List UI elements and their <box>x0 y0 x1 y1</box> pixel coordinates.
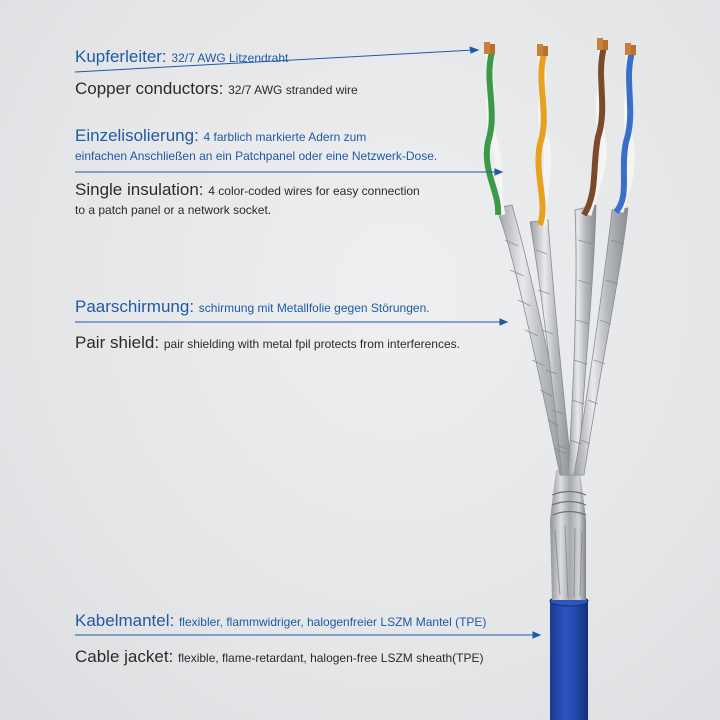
shield-en <box>75 333 460 354</box>
annotation-conductors-en <box>75 79 358 100</box>
insulation-en <box>75 180 420 201</box>
jacket-en-title: Cable jacket: <box>75 647 174 666</box>
shield-en-desc: pair shielding with metal fpil protects from interferences. <box>163 337 460 351</box>
conductors-de <box>75 47 288 68</box>
annotation-shield-en <box>75 333 460 354</box>
insulation-de-desc2-row <box>75 147 437 165</box>
shield-de <box>75 297 430 318</box>
annotation-conductors <box>75 47 288 68</box>
wire-pair-orange <box>537 44 548 225</box>
wire-pair-blue <box>616 43 636 212</box>
pointer-arrow-jacket <box>533 632 540 638</box>
insulation-en-desc2: to a patch panel or a network socket. <box>75 203 272 217</box>
jacket-de-desc: flexibler, flammwidriger, halogenfreier LSZM Mantel (TPE) <box>178 615 487 629</box>
insulation-en-desc1: 4 color-coded wires for easy connection <box>208 184 420 198</box>
annotation-jacket-en <box>75 647 484 668</box>
insulation-en-desc2-row <box>75 201 420 219</box>
pointer-arrow-shield <box>500 319 507 325</box>
insulation-en-title: Single insulation: <box>75 180 204 199</box>
jacket-de-title: Kabelmantel: <box>75 611 175 630</box>
insulation-de-desc1: 4 farblich markierte Adern zum <box>203 130 367 144</box>
conductors-en-desc: 32/7 AWG stranded wire <box>228 83 358 97</box>
jacket-en <box>75 647 484 668</box>
cable-jacket <box>550 600 588 720</box>
shield-de-title: Paarschirmung: <box>75 297 195 316</box>
conductors-en-title: Copper conductors: <box>75 79 224 98</box>
pointer-arrow-conductors <box>470 47 478 53</box>
conductors-de-title: Kupferleiter: <box>75 47 167 66</box>
shield-en-title: Pair shield: <box>75 333 160 352</box>
wire-pair-brown <box>584 38 608 215</box>
wire-pair-green <box>484 42 502 215</box>
conductors-de-desc: 32/7 AWG Litzendraht <box>171 51 289 65</box>
annotation-insulation-en <box>75 180 420 219</box>
annotation-shield <box>75 297 430 318</box>
annotation-jacket <box>75 611 486 632</box>
annotation-insulation <box>75 126 437 165</box>
insulation-de-title: Einzelisolierung: <box>75 126 199 145</box>
shield-de-desc: schirmung mit Metallfolie gegen Störungen. <box>198 301 430 315</box>
insulation-de-desc2: einfachen Anschließen an ein Patchpanel oder eine Netzwerk-Dose. <box>75 149 438 163</box>
conductors-en <box>75 79 358 100</box>
jacket-en-desc: flexible, flame-retardant, halogen-free LSZM sheath(TPE) <box>178 651 484 665</box>
insulation-de <box>75 126 437 147</box>
jacket-de <box>75 611 486 632</box>
